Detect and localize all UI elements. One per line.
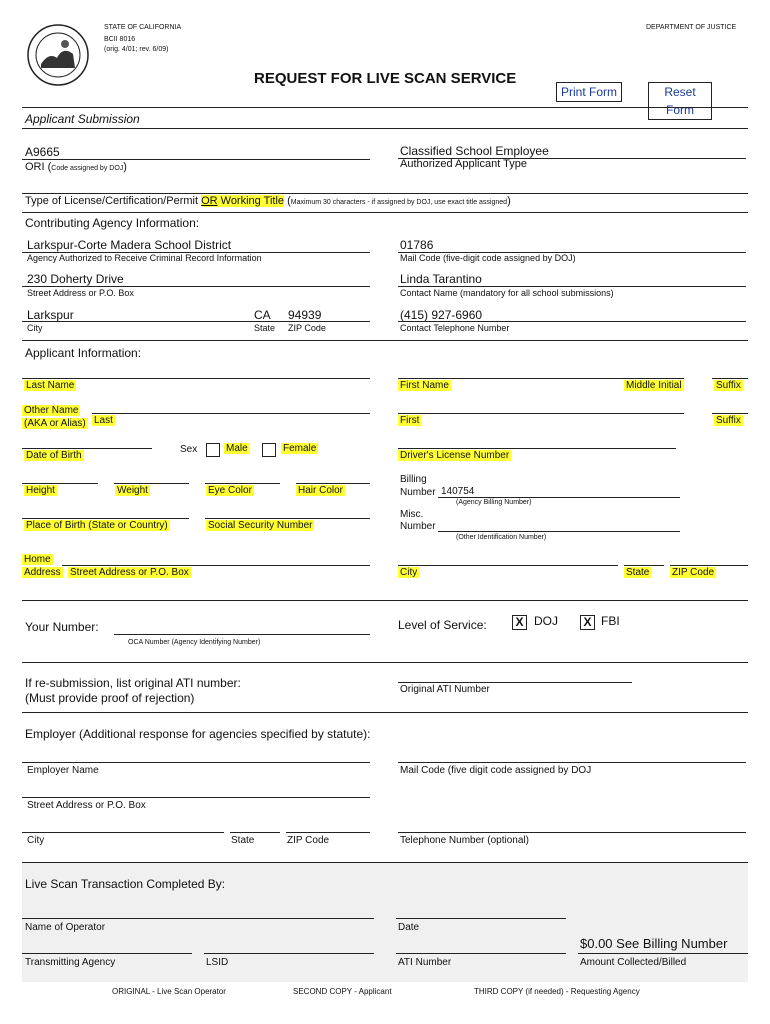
male-checkbox[interactable] (206, 443, 220, 457)
license-label: Type of License/Certification/Permit OR Working Title (Maximum 30 characters - if assigned by DOJ, use exact title assigned) (25, 195, 511, 207)
applicant-heading: Applicant Information: (25, 346, 142, 360)
state-label: STATE OF CALIFORNIA (104, 24, 182, 31)
employer-zip-label: ZIP Code (287, 835, 330, 846)
female-label: Female (283, 443, 317, 454)
transmitting-agency-label: Transmitting Agency (25, 957, 116, 968)
form-title: REQUEST FOR LIVE SCAN SERVICE (254, 70, 517, 87)
date-label: Date (398, 922, 420, 933)
last-name-field[interactable]: Last Name (26, 380, 75, 391)
hair-color-field[interactable]: Hair Color (298, 485, 344, 496)
phone-value[interactable]: (415) 927-6960 (400, 308, 483, 322)
female-checkbox[interactable] (262, 443, 276, 457)
home-street-field[interactable]: Street Address or P.O. Box (70, 567, 189, 578)
home-state-field[interactable]: State (626, 567, 650, 578)
amount-label: Amount Collected/Billed (580, 957, 687, 968)
phone-label: Contact Telephone Number (400, 323, 510, 333)
eye-color-field[interactable]: Eye Color (208, 485, 252, 496)
employer-mail-label: Mail Code (five digit code assigned by DOJ (400, 765, 592, 776)
billing-value[interactable]: 140754 (441, 486, 475, 497)
ori-value[interactable]: A9665 (25, 145, 60, 159)
dob-field[interactable]: Date of Birth (26, 450, 82, 461)
footer-second: SECOND COPY - Applicant (293, 987, 392, 996)
home-zip-field[interactable]: ZIP Code (672, 567, 715, 578)
footer-third: THIRD COPY (if needed) - Requesting Agency (474, 987, 640, 996)
misc-label-1: Misc. (400, 509, 424, 520)
state-value[interactable]: CA (254, 308, 271, 322)
contributing-heading: Contributing Agency Information: (25, 216, 200, 230)
applicant-type-label: Authorized Applicant Type (400, 158, 527, 170)
oca-note: OCA Number (Agency Identifying Number) (128, 639, 261, 646)
employer-city-label: City (27, 835, 45, 846)
doj-checkbox[interactable]: X (512, 615, 527, 630)
operator-label: Name of Operator (25, 922, 106, 933)
middle-initial-field[interactable]: Middle Initial (626, 380, 682, 391)
employer-street-label: Street Address or P.O. Box (27, 800, 146, 811)
lsid-label: LSID (206, 957, 229, 968)
height-field[interactable]: Height (26, 485, 55, 496)
male-label: Male (226, 443, 248, 454)
misc-label-2: Number (400, 521, 436, 532)
other-name-label-2: (AKA or Alias) (24, 418, 86, 429)
reset-form-button[interactable]: Reset Form (648, 82, 712, 120)
suffix-field[interactable]: Suffix (716, 380, 741, 391)
home-city-field[interactable]: City (400, 567, 418, 578)
weight-field[interactable]: Weight (117, 485, 148, 496)
department-label: DEPARTMENT OF JUSTICE (646, 24, 737, 31)
state-seal-icon (27, 24, 89, 86)
misc-note: (Other Identification Number) (456, 534, 547, 541)
billing-note: (Agency Billing Number) (456, 499, 532, 506)
level-of-service-label: Level of Service: (398, 618, 487, 632)
doj-label: DOJ (534, 614, 558, 628)
footer-original: ORIGINAL - Live Scan Operator (112, 987, 226, 996)
drivers-license-field[interactable]: Driver's License Number (400, 450, 510, 461)
street-value[interactable]: 230 Doherty Drive (27, 272, 124, 286)
contact-value[interactable]: Linda Tarantino (400, 272, 482, 286)
original-ati-label: Original ATI Number (400, 684, 490, 695)
employer-name-label: Employer Name (27, 765, 99, 776)
first-name-field[interactable]: First Name (400, 380, 449, 391)
your-number-label: Your Number: (25, 620, 99, 634)
state-label-field: State (254, 323, 276, 333)
contact-label: Contact Name (mandatory for all school submissions) (400, 288, 614, 298)
street-label: Street Address or P.O. Box (27, 288, 134, 298)
fbi-label: FBI (601, 614, 620, 628)
alias-first-field[interactable]: First (400, 415, 420, 426)
alias-last-field[interactable]: Last (94, 415, 113, 426)
employer-state-label: State (231, 835, 255, 846)
city-label: City (27, 323, 43, 333)
zip-label: ZIP Code (288, 323, 326, 333)
resubmission-line-2: (Must provide proof of rejection) (25, 691, 195, 705)
form-revision: (orig. 4/01; rev. 6/09) (104, 46, 169, 53)
home-label-2: Address (24, 567, 61, 578)
live-scan-heading: Live Scan Transaction Completed By: (25, 877, 226, 891)
agency-value[interactable]: Larkspur-Corte Madera School District (27, 238, 232, 252)
ori-label: ORI (Code assigned by DOJ) (25, 161, 127, 173)
mail-code-value[interactable]: 01786 (400, 238, 434, 252)
fbi-checkbox[interactable]: X (580, 615, 595, 630)
amount-value[interactable]: $0.00 See Billing Number (580, 936, 728, 951)
ati-number-label: ATI Number (398, 957, 452, 968)
applicant-type-value[interactable]: Classified School Employee (400, 144, 549, 158)
employer-heading: Employer (Additional response for agencies specified by statute): (25, 727, 371, 741)
billing-label-2: Number (400, 487, 436, 498)
section-applicant-submission: Applicant Submission (25, 112, 140, 126)
place-of-birth-field[interactable]: Place of Birth (State or Country) (26, 520, 168, 531)
resubmission-line-1: If re-submission, list original ATI number: (25, 676, 241, 690)
billing-label-1: Billing (400, 474, 427, 485)
agency-label: Agency Authorized to Receive Criminal Record Information (27, 253, 262, 263)
alias-suffix-field[interactable]: Suffix (716, 415, 741, 426)
other-name-label-1: Other Name (24, 405, 79, 416)
mail-code-label: Mail Code (five-digit code assigned by DOJ) (400, 253, 576, 263)
sex-label: Sex (180, 444, 198, 455)
ssn-field[interactable]: Social Security Number (208, 520, 313, 531)
city-value[interactable]: Larkspur (27, 308, 74, 322)
home-label-1: Home (24, 554, 51, 565)
print-form-button[interactable]: Print Form (556, 82, 622, 102)
zip-value[interactable]: 94939 (288, 308, 322, 322)
employer-phone-label: Telephone Number (optional) (400, 835, 529, 846)
form-id: BCII 8016 (104, 36, 136, 43)
